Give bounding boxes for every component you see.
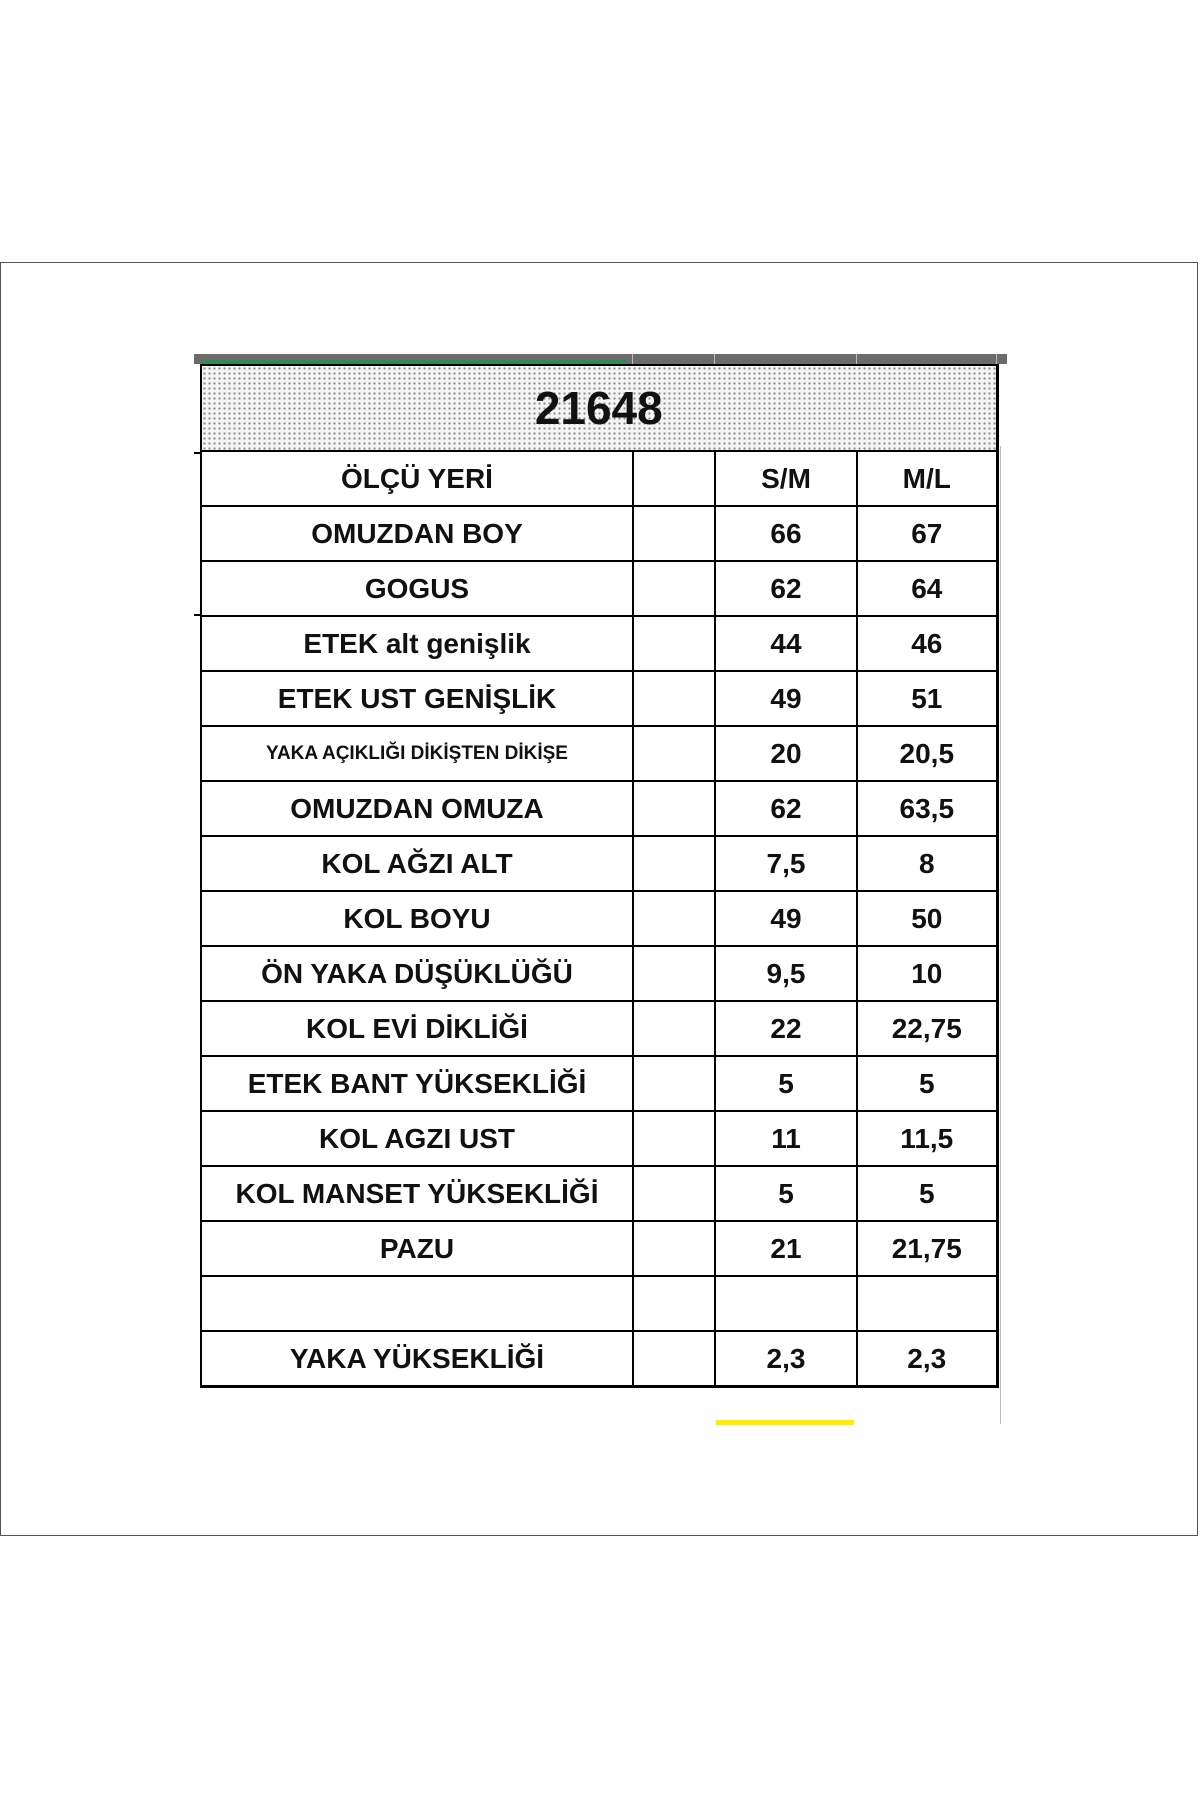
table-row xyxy=(201,1331,997,1387)
table-row xyxy=(201,1001,997,1056)
title-row xyxy=(201,365,997,451)
size-ml-value[interactable]: 67 xyxy=(857,506,997,561)
size-sm-value[interactable]: 22 xyxy=(715,1001,857,1056)
size-ml-header[interactable]: M/L xyxy=(857,451,997,506)
column-separator xyxy=(996,354,997,364)
blank-cell[interactable] xyxy=(633,1056,715,1111)
size-ml-value[interactable]: 2,3 xyxy=(857,1331,997,1387)
size-sm-value[interactable]: 2,3 xyxy=(715,1331,857,1387)
table-row xyxy=(201,946,997,1001)
size-sm-value[interactable]: 62 xyxy=(715,781,857,836)
size-sm-header[interactable]: S/M xyxy=(715,451,857,506)
size-ml-value[interactable]: 50 xyxy=(857,891,997,946)
size-ml-value[interactable]: 20,5 xyxy=(857,726,997,781)
table-row xyxy=(201,506,997,561)
measurement-point-header[interactable]: ÖLÇÜ YERİ xyxy=(201,451,633,506)
measurement-label[interactable]: ETEK BANT YÜKSEKLİĞİ xyxy=(201,1056,633,1111)
blank-cell[interactable] xyxy=(633,1166,715,1221)
size-sm-value[interactable]: 49 xyxy=(715,671,857,726)
measurement-label[interactable]: PAZU xyxy=(201,1221,633,1276)
size-sm-value[interactable]: 20 xyxy=(715,726,857,781)
highlighted-cell-edge xyxy=(716,1420,854,1425)
table-row xyxy=(201,1166,997,1221)
blank-cell[interactable] xyxy=(633,506,715,561)
blank-cell[interactable] xyxy=(633,671,715,726)
size-sm-value[interactable]: 5 xyxy=(715,1166,857,1221)
size-ml-value[interactable]: 10 xyxy=(857,946,997,1001)
column-separator xyxy=(714,354,715,364)
blank-cell[interactable] xyxy=(633,726,715,781)
size-sm-value[interactable]: 11 xyxy=(715,1111,857,1166)
table-row xyxy=(201,836,997,891)
table-row xyxy=(201,1221,997,1276)
table-row xyxy=(201,671,997,726)
row-marker xyxy=(194,614,202,616)
blank-cell[interactable] xyxy=(633,1001,715,1056)
table-row xyxy=(201,781,997,836)
blank-cell[interactable] xyxy=(633,781,715,836)
measurement-label[interactable]: YAKA YÜKSEKLİĞİ xyxy=(201,1331,633,1387)
blank-cell[interactable] xyxy=(633,1276,715,1331)
measurement-label[interactable]: KOL AĞZI ALT xyxy=(201,836,633,891)
blank-cell[interactable] xyxy=(633,1111,715,1166)
size-sm-value[interactable]: 66 xyxy=(715,506,857,561)
model-number[interactable]: 21648 xyxy=(201,365,997,451)
size-ml-value[interactable]: 51 xyxy=(857,671,997,726)
measurement-label[interactable]: ETEK alt genişlik xyxy=(201,616,633,671)
blank-cell[interactable] xyxy=(633,616,715,671)
measurement-table xyxy=(200,364,999,1388)
size-ml-value[interactable]: 11,5 xyxy=(857,1111,997,1166)
size-ml-value[interactable]: 5 xyxy=(857,1166,997,1221)
measurement-label[interactable]: ÖN YAKA DÜŞÜKLÜĞÜ xyxy=(201,946,633,1001)
size-ml-value[interactable]: 21,75 xyxy=(857,1221,997,1276)
column-separator xyxy=(856,354,857,364)
gridline xyxy=(1000,446,1001,1424)
measurement-label[interactable]: OMUZDAN OMUZA xyxy=(201,781,633,836)
measurement-label[interactable]: KOL EVİ DİKLİĞİ xyxy=(201,1001,633,1056)
size-ml-value[interactable] xyxy=(857,1276,997,1331)
size-ml-value[interactable]: 8 xyxy=(857,836,997,891)
size-sm-value[interactable]: 62 xyxy=(715,561,857,616)
blank-cell[interactable] xyxy=(633,946,715,1001)
table-row xyxy=(201,1111,997,1166)
size-sm-value[interactable] xyxy=(715,1276,857,1331)
table-row xyxy=(201,891,997,946)
size-sm-value[interactable]: 5 xyxy=(715,1056,857,1111)
size-sm-value[interactable]: 7,5 xyxy=(715,836,857,891)
table-row xyxy=(201,616,997,671)
size-ml-value[interactable]: 64 xyxy=(857,561,997,616)
blank-cell[interactable] xyxy=(633,836,715,891)
column-separator xyxy=(632,354,633,364)
row-marker xyxy=(194,452,202,454)
size-ml-value[interactable]: 22,75 xyxy=(857,1001,997,1056)
measurement-label[interactable]: KOL MANSET YÜKSEKLİĞİ xyxy=(201,1166,633,1221)
blank-cell[interactable] xyxy=(633,1331,715,1387)
measurement-label[interactable]: YAKA AÇIKLIĞI DİKİŞTEN DİKİŞE xyxy=(201,726,633,781)
blank-cell[interactable] xyxy=(633,561,715,616)
size-ml-value[interactable]: 5 xyxy=(857,1056,997,1111)
blank-cell[interactable] xyxy=(633,1221,715,1276)
table-row xyxy=(201,726,997,781)
column-header-strip xyxy=(194,354,1007,364)
blank-header-cell[interactable] xyxy=(633,451,715,506)
blank-cell[interactable] xyxy=(633,891,715,946)
size-sm-value[interactable]: 9,5 xyxy=(715,946,857,1001)
size-ml-value[interactable]: 63,5 xyxy=(857,781,997,836)
table-row xyxy=(201,1276,997,1331)
size-ml-value[interactable]: 46 xyxy=(857,616,997,671)
bottom-strip xyxy=(200,1420,1006,1426)
measurement-label[interactable]: GOGUS xyxy=(201,561,633,616)
measurement-label[interactable]: ETEK UST GENİŞLİK xyxy=(201,671,633,726)
size-sm-value[interactable]: 21 xyxy=(715,1221,857,1276)
measurement-label[interactable]: KOL BOYU xyxy=(201,891,633,946)
size-sm-value[interactable]: 49 xyxy=(715,891,857,946)
measurement-label[interactable] xyxy=(201,1276,633,1331)
table-row xyxy=(201,1056,997,1111)
size-sm-value[interactable]: 44 xyxy=(715,616,857,671)
table-row xyxy=(201,561,997,616)
header-row xyxy=(201,451,997,506)
measurement-label[interactable]: KOL AGZI UST xyxy=(201,1111,633,1166)
measurement-label[interactable]: OMUZDAN BOY xyxy=(201,506,633,561)
